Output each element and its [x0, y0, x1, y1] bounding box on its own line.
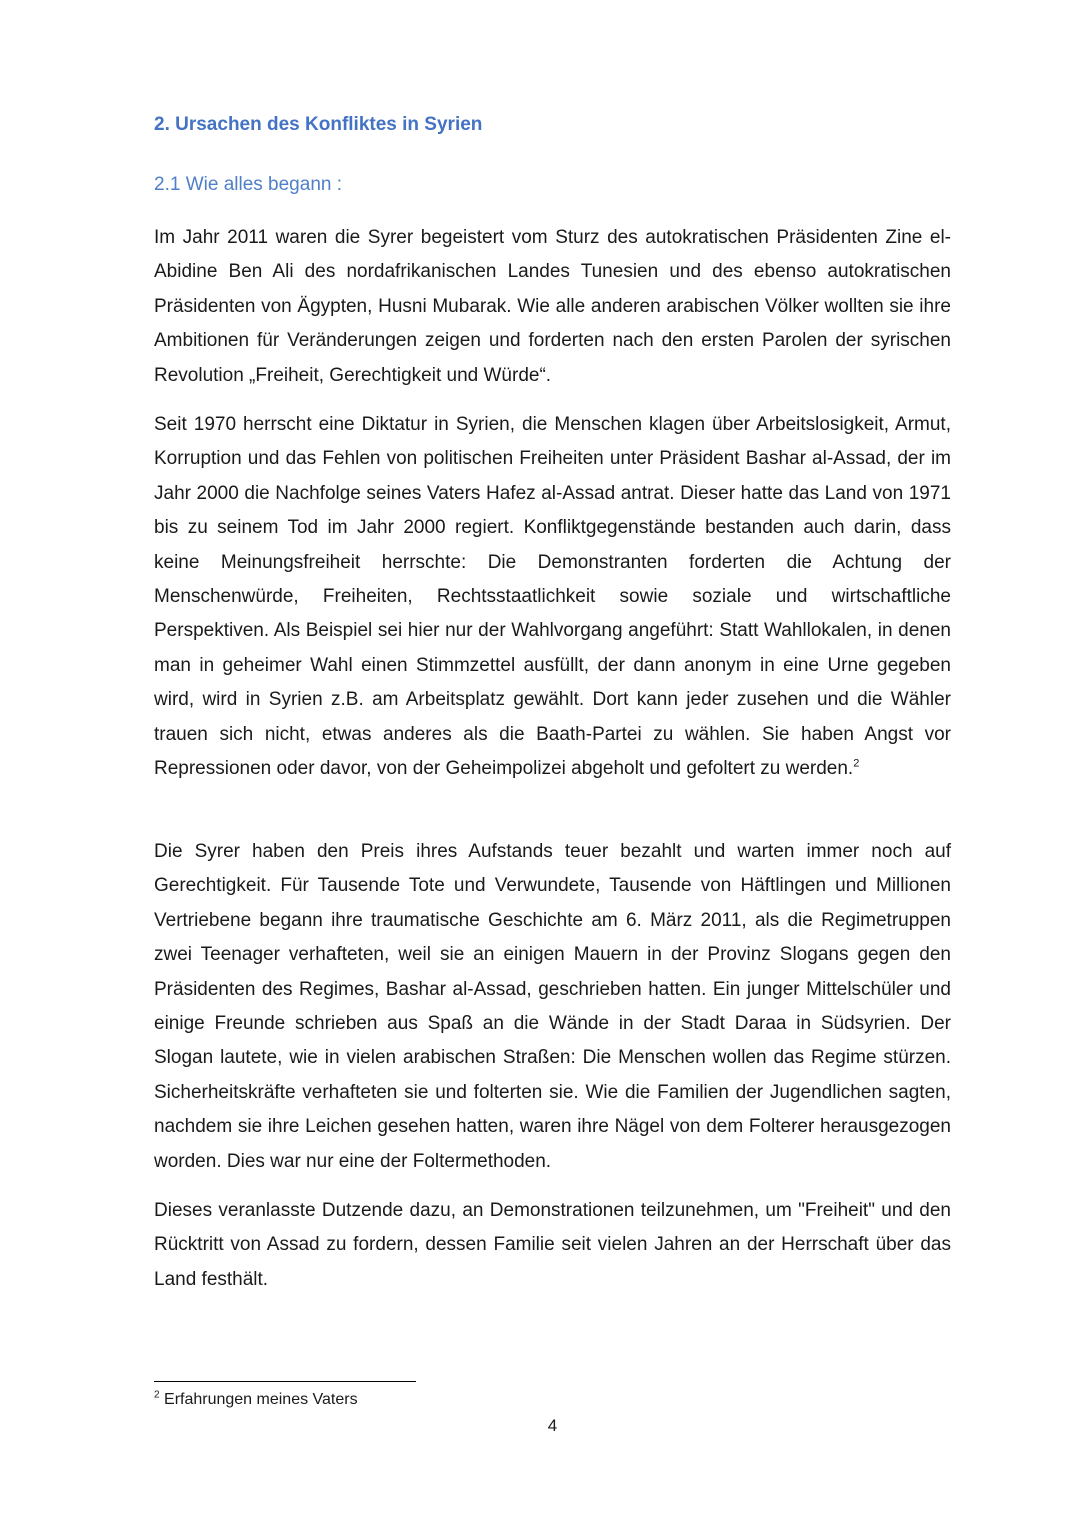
- footnote: [154, 1391, 358, 1409]
- paragraph-2-text: Seit 1970 herrscht eine Diktatur in Syrien, die Menschen klagen über Arbeitslosigkeit, Armut, Korruption und das Fehlen von politischen Freiheiten unter Präsident Bashar al-Assad, der im Jahr 2000 die Nachfolge seines Vaters Hafez al-Assad antrat. Dieser hatte das Land von 1971 bis zu seinem Tod im Jahr 2000 regiert. Konfliktgegenstände bestanden auch darin, dass keine Meinungsfreiheit herrschte: Die Demonstranten forderten die Achtung der Menschenwürde, Freiheiten, Rechtsstaatlichkeit sowie soziale und wirtschaftliche Perspektiven. Als Beispiel sei hier nur der Wahlvorgang angeführt: Statt Wahllokalen, in denen man in geheimer Wahl einen Stimmzettel ausfüllt, der dann anonym in eine Urne gegeben wird, wird in Syrien z.B. am Arbeitsplatz gewählt. Dort kann jeder zusehen und die Wähler trauen sich nicht, etwas anderes als die Baath-Partei zu wählen. Sie haben Angst vor Repressionen oder davor, von der Geheimpolizei abgeholt und gefoltert zu werden.: [154, 414, 951, 780]
- page-number: 4: [547, 1416, 558, 1435]
- document-page: [154, 0, 951, 1527]
- section-heading: 2. Ursachen des Konfliktes in Syrien: [154, 114, 483, 135]
- footnote-text: Erfahrungen meines Vaters: [164, 1391, 358, 1408]
- paragraph-1: Im Jahr 2011 waren die Syrer begeistert vom Sturz des autokratischen Präsidenten Zine el-Abidine Ben Ali des nordafrikanischen Landes Tunesien und des ebenso autokratischen Präsidenten von Ägypten, Husni Mubarak. Wie alle anderen arabischen Völker wollten sie ihre Ambitionen für Veränderungen zeigen und forderten nach den ersten Parolen der syrischen Revolution „Freiheit, Gerechtigkeit und Würde“.: [154, 227, 951, 386]
- footnote-divider: [154, 1381, 416, 1382]
- paragraph-4: Dieses veranlasste Dutzende dazu, an Demonstrationen teilzunehmen, um "Freiheit" und den Rücktritt von Assad zu fordern, dessen Familie seit vielen Jahren an der Herrschaft über das Land festhält.: [154, 1200, 951, 1290]
- footnote-reference: 2: [853, 757, 860, 770]
- subsection-heading: 2.1 Wie alles begann :: [154, 174, 343, 195]
- paragraph-3: Die Syrer haben den Preis ihres Aufstands teuer bezahlt und warten immer noch auf Gerechtigkeit. Für Tausende Tote und Verwundete, Tausende von Häftlingen und Millionen Vertriebene begann ihre traumatische Geschichte am 6. März 2011, als die Regimetruppen zwei Teenager verhafteten, weil sie an einigen Mauern in der Provinz Slogans gegen den Präsidenten des Regimes, Bashar al-Assad, geschrieben hatten. Ein junger Mittelschüler und einige Freunde schrieben aus Spaß an die Wände in der Stadt Daraa in Südsyrien. Der Slogan lautete, wie in vielen arabischen Straßen: Die Menschen wollen das Regime stürzen. Sicherheitskräfte verhafteten sie und folterten sie. Wie die Familien der Jugendlichen sagten, nachdem sie ihre Leichen gesehen hatten, waren ihre Nägel von dem Folterer herausgezogen worden. Dies war nur eine der Foltermethoden.: [154, 841, 951, 1172]
- footnote-marker: 2: [154, 1389, 160, 1401]
- paragraph-2: [154, 408, 951, 786]
